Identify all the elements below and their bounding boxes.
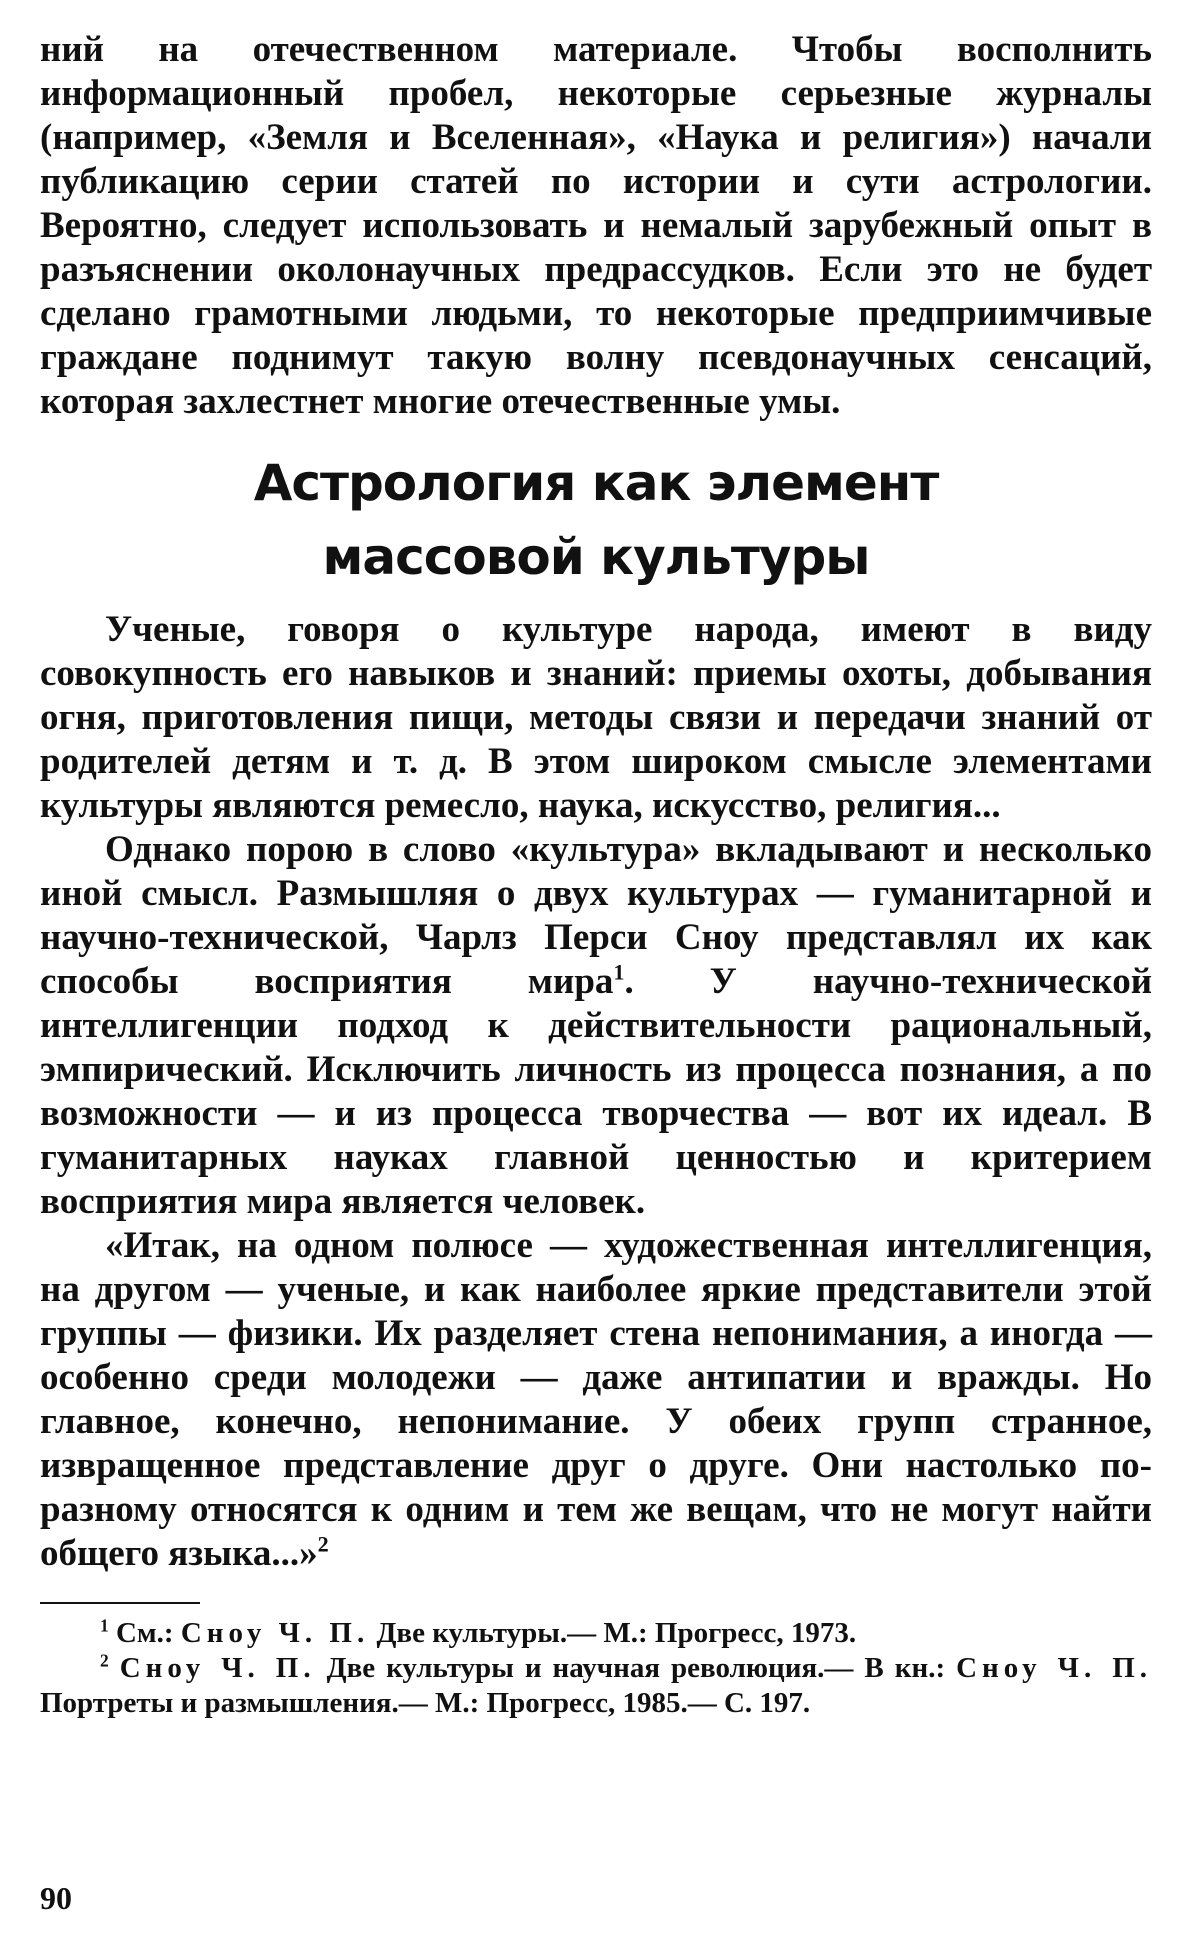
section-heading bbox=[40, 446, 1152, 594]
paragraph-two-cultures-text-cont: . У научно-технической интеллигенции подход к действительности рациональный, эмпирический. Исключить личность из процесса познания, а по возможности — и из процесса творчества — вот их идеал. В гуманитарных науках главной ценностью и критерием восприятия мира является человек. bbox=[40, 961, 1153, 1222]
footnote-divider bbox=[40, 1602, 200, 1604]
footnote-1-author: Сноу Ч. П. bbox=[180, 1617, 370, 1649]
paragraph-two-cultures bbox=[40, 828, 1152, 1224]
footnote-2-author: Сноу Ч. П. bbox=[119, 1652, 316, 1684]
footnote-1-prefix: См.: bbox=[108, 1617, 181, 1649]
paragraph-quote bbox=[40, 1224, 1152, 1576]
section-heading-line-2: массовой культуры bbox=[322, 528, 870, 586]
footnote-2 bbox=[40, 1651, 1152, 1721]
footnote-2-marker: 2 bbox=[100, 1650, 109, 1671]
page-number: 90 bbox=[40, 1880, 72, 1916]
page-body bbox=[40, 28, 1152, 1721]
footnote-1 bbox=[40, 1616, 1152, 1651]
footnote-1-text: Две культуры.— М.: Прогресс, 1973. bbox=[369, 1617, 857, 1649]
footnote-2-text: Две культуры и научная революция.— В кн.: bbox=[315, 1652, 957, 1684]
footnote-ref-1: 1 bbox=[613, 959, 625, 985]
continuation-paragraph: ний на отечественном материале. Чтобы восполнить информационный пробел, некоторые серьезные журналы (например, «Земля и Вселенная», «Наука и религия») начали публикацию серии статей по истории и сути астрологии. Вероятно, следует использовать и немалый зарубежный опыт в разъяснении околонаучных предрассудков. Если это не будет сделано грамотными людьми, то некоторые предприимчивые граждане поднимут такую волну псевдонаучных сенсаций, которая захлестнет многие отечественные умы. bbox=[40, 29, 1152, 422]
paragraph-culture-definition: Ученые, говоря о культуре народа, имеют в виду совокупность его навыков и знаний: приемы охоты, добывания огня, приготовления пищи, методы связи и передачи знаний от родителей детям и т. д. В этом широком смысле элементами культуры являются ремесло, наука, искусство, религия... bbox=[40, 609, 1152, 826]
section-heading-line-1: Астрология как элемент bbox=[253, 454, 939, 512]
footnote-2-author-2: Сноу Ч. П. bbox=[956, 1652, 1153, 1684]
footnote-2-text-2: Портреты и размышления.— М.: Прогресс, 1985.— С. 197. bbox=[40, 1687, 811, 1719]
footnote-2-prefix bbox=[109, 1652, 120, 1684]
footnote-ref-2: 2 bbox=[317, 1531, 329, 1557]
footnotes bbox=[40, 1616, 1152, 1721]
paragraph-two-cultures-text: Однако порою в слово «культура» вкладывают и несколько иной смысл. Размышляя о двух культурах — гуманитарной и научно-технической, Чарлз Перси Сноу представлял их как способы восприятия мира bbox=[40, 829, 1152, 1002]
footnote-1-marker: 1 bbox=[100, 1615, 109, 1636]
paragraph-quote-text: «Итак, на одном полюсе — художественная интеллигенция, на другом — ученые, и как наиболее яркие представители этой группы — физики. Их разделяет стена непонимания, а иногда — особенно среди молодежи — даже антипатии и вражды. Но главное, конечно, непонимание. У обеих групп странное, извращенное представление друг о друге. Они настолько по-разному относятся к одним и тем же вещам, что не могут найти общего языка...» bbox=[40, 1225, 1152, 1574]
